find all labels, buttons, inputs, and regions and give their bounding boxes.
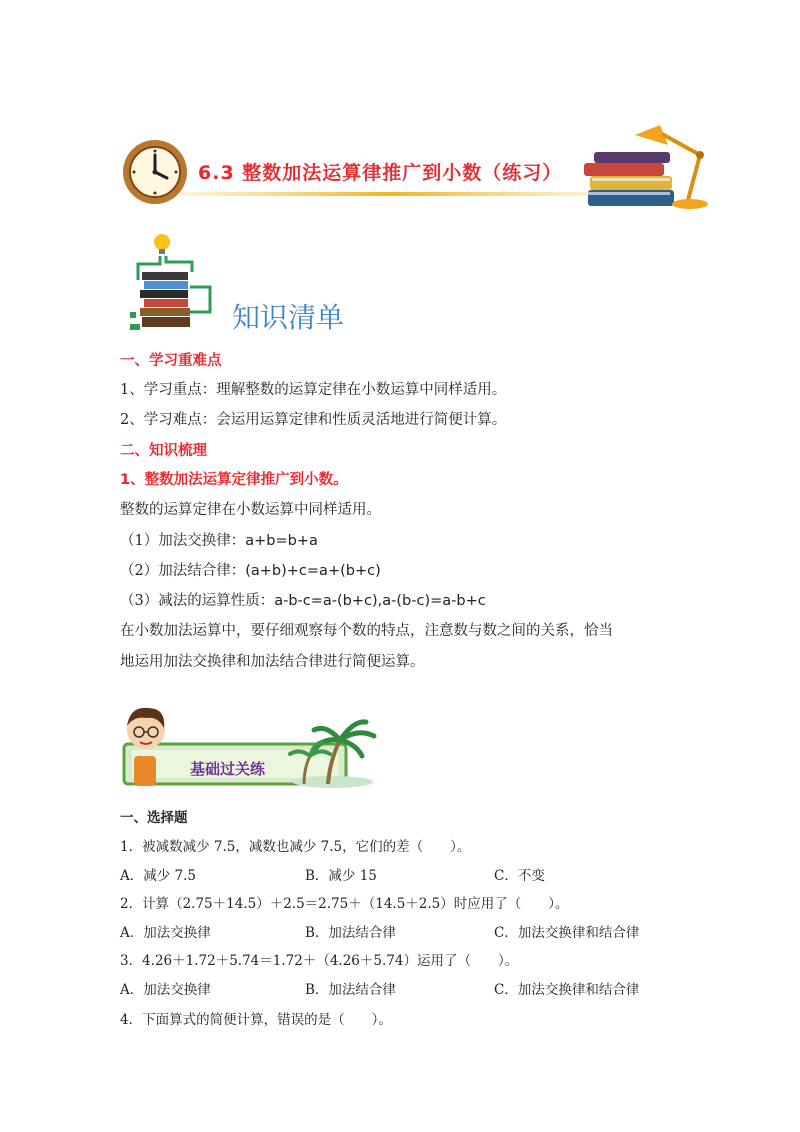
option-b[interactable]: B．减少 15: [305, 868, 377, 884]
option-c[interactable]: C．加法交换律和结合律: [494, 925, 640, 941]
law-label: （1）加法交换律：: [120, 533, 246, 549]
clock-icon: [123, 140, 187, 204]
knowledge-list-title: 知识清单: [232, 301, 345, 334]
difficulty-line: 2、学习难点：会运用运算定律和性质灵活地进行简便计算。: [120, 412, 507, 428]
law-label: （3）减法的运算性质：: [120, 593, 275, 609]
title-underline: [180, 192, 600, 196]
key-point-line: 1、学习重点：理解整数的运算定律在小数运算中同样适用。: [120, 382, 507, 398]
question-stem: 3．4.26＋1.72＋5.74＝1.72＋（4.26＋5.74）运用了（ ）。: [120, 953, 519, 969]
intro-line: 整数的运算定律在小数运算中同样适用。: [120, 502, 381, 518]
law-subtraction: [120, 589, 486, 610]
knowledge-books-icon: [130, 232, 220, 332]
section-key-difficulty: 一、学习重难点: [120, 353, 222, 369]
page-title: 6.3 整数加法运算律推广到小数（练习）: [198, 162, 563, 184]
law-formula: a-b-c=a-(b+c),a-(b-c)=a-b+c: [274, 593, 486, 609]
option-a[interactable]: A．加法交换律: [120, 925, 211, 941]
option-b[interactable]: B．加法结合律: [305, 982, 396, 998]
summary-line-2: 地运用加法交换律和加法结合律进行简便运算。: [120, 654, 425, 670]
question-stem: 1．被减数减少 7.5，减数也减少 7.5，它们的差（ ）。: [120, 839, 471, 855]
law-formula: (a+b)+c=a+(b+c): [245, 563, 381, 579]
summary-line-1: 在小数加法运算中，要仔细观察每个数的特点，注意数与数之间的关系，恰当: [120, 623, 613, 639]
section-multiple-choice: 一、选择题: [120, 810, 188, 826]
law-associative: [120, 559, 381, 580]
option-a[interactable]: A．加法交换律: [120, 982, 211, 998]
section-knowledge-review: 二、知识梳理: [120, 443, 207, 459]
question-stem: 4．下面算式的简便计算，错误的是（ ）。: [120, 1012, 392, 1028]
option-b[interactable]: B．加法结合律: [305, 925, 396, 941]
law-formula: a+b=b+a: [245, 533, 318, 549]
subsection-title: 1、整数加法运算定律推广到小数。: [120, 472, 348, 488]
law-label: （2）加法结合律：: [120, 563, 246, 579]
law-commutative: [120, 529, 318, 550]
option-c[interactable]: C．加法交换律和结合律: [494, 982, 640, 998]
practice-banner-label: 基础过关练: [190, 760, 266, 778]
option-c[interactable]: C．不变: [494, 868, 545, 884]
option-a[interactable]: A．减少 7.5: [120, 868, 197, 884]
books-icon: [584, 152, 674, 206]
question-stem: 2．计算（2.75＋14.5）＋2.5＝2.75＋（14.5＋2.5）时应用了（ ）。: [120, 896, 569, 912]
